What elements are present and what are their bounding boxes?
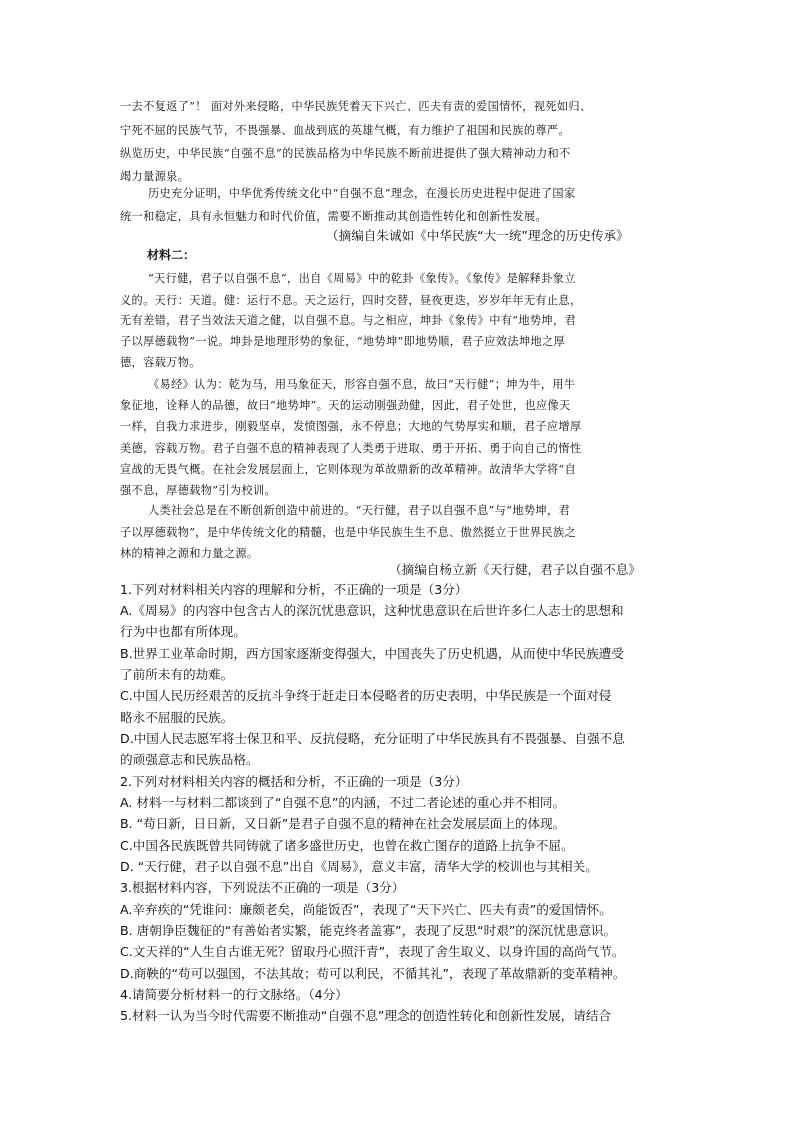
question-1-option-c: C.中国人民历经艰苦的反抗斗争终于赶走日本侵略者的历史表明，中华民族是一个面对侵: [120, 688, 612, 703]
question-1-option-c-cont: 略永不屈服的民族。: [120, 710, 234, 725]
question-4-stem: 4.请简要分析材料一的行文脉络。（4分）: [120, 987, 348, 1002]
question-1-option-a-cont: 行为中也都有所体现。: [120, 624, 246, 639]
question-2-option-a: A. 材料一与材料二都谈到了“自强不息”的内涵，不过二者论述的重心并不相同。: [120, 795, 566, 810]
question-1-stem: 1.下列对材料相关内容的理解和分析，不正确的一项是（3分）: [120, 582, 468, 597]
material2-line: 无有差错，君子当效法天道之健，以自强不息。与之相应，坤卦《象传》中有“地势坤，君: [120, 314, 577, 327]
material2-line: 强不息，厚德载物”引为校训。: [120, 484, 277, 497]
material2-line: 子以厚德载物”一说。坤卦是地理形势的象征，“地势坤”即地势顺，君子应效法坤地之厚: [120, 335, 566, 348]
question-1-option-a: A.《周易》的内容中包含古人的深沉忧患意识，这种忧患意识在后世许多仁人志士的思想和: [120, 603, 624, 618]
question-1-option-d: D.中国人民志愿军将士保卫和平、反抗侵略，充分证明了中华民族具有不畏强暴、自强不息: [120, 731, 625, 746]
question-2-option-d: D. “天行健，君子以自强不息”出自《周易》，意义丰富，清华大学的校训也与其相关。: [120, 859, 598, 874]
material2-line: 美德，容载万物。君子自强不息的精神表现了人类勇于进取、勇于开拓、勇于向自己的惰性: [120, 442, 582, 455]
material1-line: 宁死不屈的民族气节，不畏强暴、血战到底的英雄气概，有力维护了祖国和民族的尊严。: [120, 124, 570, 137]
material2-line: 义的。天行：天道。健：运行不息。天之运行，四时交替，昼夜更迭，岁岁年年无有止息，: [120, 294, 582, 307]
question-3-stem: 3.根据材料内容，下列说法不正确的一项是（3分）: [120, 880, 405, 895]
material2-line: 德，容载万物。: [120, 356, 201, 369]
question-1-option-d-cont: 的顽强意志和民族品格。: [120, 752, 259, 767]
question-2-stem: 2.下列对材料相关内容的概括和分析，不正确的一项是（3分）: [120, 774, 468, 789]
material1-line: 统一和稳定，具有永恒魅力和时代价值，需要不断推动其创造性转化和创新性发展。: [120, 210, 547, 223]
question-5-stem: 5.材料一认为当今时代需要不断推动“自强不息”理念的创造性转化和创新性发展，请结合: [120, 1008, 612, 1023]
material1-line: 历史充分证明，中华优秀传统文化中“自强不息”理念，在漫长历史进程中促进了国家: [148, 187, 576, 200]
material2-source: （摘编自杨立新《天行健，君子以自强不息》: [389, 562, 641, 577]
material1-line: 纵览历史，中华民族“自强不息”的民族品格为中华民族不断前进提供了强大精神动力和不: [120, 147, 571, 160]
material1-line: 竭力量源泉。: [120, 170, 190, 183]
material1-source: （摘编自朱诚如《中华民族“大一统”理念的历史传承》: [326, 228, 629, 243]
question-3-option-d: D.商鞅的“苟可以强国，不法其故；苟可以利民，不循其礼”，表现了革故鼎新的变革精神。: [120, 966, 626, 981]
material2-line: 《易经》认为：乾为马，用马象征天，形容自强不息，故曰“天行健”；坤为牛，用牛: [148, 378, 576, 391]
material2-line: 一样，自我力求进步，刚毅坚卓，发愤图强，永不停息；大地的气势厚实和顺，君子应增厚: [120, 420, 582, 433]
material2-line: “天行健，君子以自强不息”，出自《周易》中的乾卦《象传》。《象传》是解释卦象立: [148, 272, 576, 285]
material2-line: 人类社会总是在不断创新创造中前进的。“天行健，君子以自强不息”与“地势坤，君: [148, 504, 571, 517]
material2-heading: 材料二：: [147, 248, 196, 262]
question-1-option-b-cont: 了前所未有的劫难。: [120, 667, 234, 682]
material1-line: 一去不复返了”！ 面对外来侵略，中华民族凭着天下兴亡、匹夫有责的爱国情怀，视死如归、: [120, 100, 592, 113]
question-3-option-b: B. 唐朝诤臣魏征的“有善始者实繁，能克终者盖寡”，表现了反思“时艰”的深沉忧患意识。: [120, 923, 617, 938]
material2-line: 子以厚德载物”，是中华传统文化的精髓，也是中华民族生生不息、傲然挺立于世界民族之: [120, 526, 577, 539]
material2-line: 林的精神之源和力量之源。: [120, 547, 259, 560]
material2-line: 象征地，诠释人的品德，故曰“地势坤”。天的运动刚强劲健，因此，君子处世，也应像天: [120, 399, 571, 412]
question-3-option-c: C.文天祥的“人生自古谁无死？留取丹心照汗青”，表现了舍生取义、以身许国的高尚气节。: [120, 944, 625, 959]
question-2-option-c: C.中国各民族既曾共同铸就了诸多盛世历史，也曾在救亡图存的道路上抗争不屈。: [120, 838, 574, 853]
question-3-option-a: A.辛弃疾的“凭谁问：廉颇老矣，尚能饭否”，表现了“天下兴亡、匹夫有责”的爱国情怀。: [120, 902, 612, 917]
material2-line: 宣战的无畏气概。在社会发展层面上，它则体现为革故鼎新的改革精神。故清华大学将“自: [120, 463, 577, 476]
question-1-option-b: B.世界工业革命时期，西方国家逐渐变得强大，中国丧失了历史机遇，从而使中华民族遭受: [120, 646, 624, 661]
question-2-option-b: B. “苟日新，日日新，又日新”是君子自强不息的精神在社会发展层面上的体现。: [120, 816, 566, 831]
